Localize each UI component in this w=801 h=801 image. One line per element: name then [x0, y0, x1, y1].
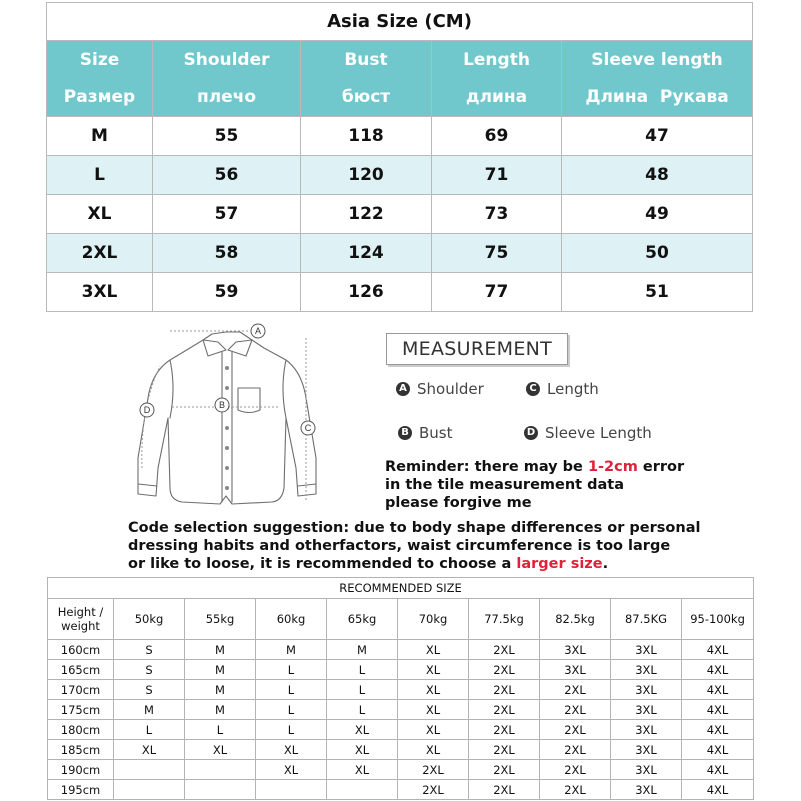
recommended-size-cell: [185, 780, 256, 800]
recommended-size-cell: 2XL: [540, 680, 611, 700]
height-cell: 180cm: [48, 720, 114, 740]
recommended-size-cell: [114, 760, 185, 780]
recommended-size-cell: 3XL: [611, 680, 682, 700]
recommended-size-cell: 2XL: [540, 700, 611, 720]
shirt-diagram: [130, 318, 330, 518]
weight-header: 65kg: [327, 599, 398, 640]
header-size: Size: [47, 41, 153, 79]
recommended-size-cell: 4XL: [682, 720, 754, 740]
recommended-header-row: [48, 599, 754, 640]
marker-c: C: [304, 423, 312, 433]
marker-a: A: [254, 326, 262, 336]
size-row: [47, 234, 753, 273]
height-cell: 190cm: [48, 760, 114, 780]
size-cell-sleeve-length: 51: [562, 273, 753, 312]
recommended-size-cell: XL: [398, 680, 469, 700]
legend-item-length: [526, 380, 599, 398]
recommended-size-cell: S: [114, 660, 185, 680]
size-cell-sleeve-length: 50: [562, 234, 753, 273]
recommended-size-cell: 2XL: [398, 760, 469, 780]
size-cell-shoulder: 56: [153, 156, 301, 195]
size-cell-shoulder: 59: [153, 273, 301, 312]
recommended-row: [48, 720, 754, 740]
reminder-text: [385, 458, 684, 512]
size-cell-bust: 126: [301, 273, 432, 312]
measurement-title: MEASUREMENT: [386, 333, 568, 365]
recommended-size-cell: 2XL: [469, 740, 540, 760]
size-table-body: [47, 117, 753, 312]
size-cell-size: M: [47, 117, 153, 156]
recommended-size-cell: L: [256, 700, 327, 720]
recommended-size-cell: XL: [398, 660, 469, 680]
size-cell-length: 69: [432, 117, 562, 156]
recommended-row: [48, 780, 754, 800]
size-cell-bust: 120: [301, 156, 432, 195]
header-length-ru: длина: [432, 78, 562, 117]
recommended-size-cell: [327, 780, 398, 800]
reminder-highlight: 1-2cm: [587, 459, 638, 475]
size-row: [47, 117, 753, 156]
size-cell-length: 77: [432, 273, 562, 312]
recommended-size-cell: L: [327, 700, 398, 720]
corner-line2: weight: [61, 619, 100, 633]
recommended-size-cell: 2XL: [469, 680, 540, 700]
size-cell-size: XL: [47, 195, 153, 234]
recommended-size-cell: 4XL: [682, 680, 754, 700]
recommended-size-cell: 4XL: [682, 640, 754, 660]
header-bust: Bust: [301, 41, 432, 79]
recommended-size-cell: XL: [327, 720, 398, 740]
height-cell: 175cm: [48, 700, 114, 720]
suggestion-line2: dressing habits and otherfactors, waist circumference is too large: [128, 538, 671, 554]
size-row: [47, 156, 753, 195]
size-cell-size: L: [47, 156, 153, 195]
badge-b-icon: B: [398, 426, 412, 440]
suggestion-highlight: larger size: [516, 556, 603, 572]
badge-d-icon: D: [524, 426, 538, 440]
recommended-size-cell: M: [185, 700, 256, 720]
recommended-row: [48, 760, 754, 780]
recommended-size-cell: 2XL: [398, 780, 469, 800]
size-cell-sleeve-length: 48: [562, 156, 753, 195]
size-row: [47, 273, 753, 312]
recommended-size-cell: 3XL: [611, 760, 682, 780]
size-cell-shoulder: 58: [153, 234, 301, 273]
size-cell-bust: 124: [301, 234, 432, 273]
marker-b: B: [218, 400, 226, 410]
badge-c-icon: C: [526, 382, 540, 396]
header-length: Length: [432, 41, 562, 79]
recommended-size-cell: L: [185, 720, 256, 740]
suggestion-line3-prefix: or like to loose, it is recommended to choose a: [128, 556, 517, 572]
recommended-row: [48, 660, 754, 680]
header-sleeve-length: Sleeve length: [562, 41, 753, 79]
recommended-size-cell: XL: [114, 740, 185, 760]
legend-item-shoulder: [396, 380, 484, 398]
recommended-size-cell: 3XL: [611, 740, 682, 760]
recommended-row: [48, 740, 754, 760]
recommended-size-cell: XL: [256, 740, 327, 760]
recommended-size-cell: M: [256, 640, 327, 660]
recommended-size-cell: M: [185, 640, 256, 660]
recommended-size-cell: M: [185, 660, 256, 680]
recommended-size-cell: 4XL: [682, 740, 754, 760]
recommended-size-cell: 2XL: [469, 780, 540, 800]
recommended-size-cell: 4XL: [682, 660, 754, 680]
size-cell-sleeve-length: 47: [562, 117, 753, 156]
size-cell-bust: 122: [301, 195, 432, 234]
height-cell: 185cm: [48, 740, 114, 760]
recommended-size-cell: L: [256, 720, 327, 740]
size-cell-size: 3XL: [47, 273, 153, 312]
header-sleeve-length-ru: Длина Рукава: [562, 78, 753, 117]
size-cell-sleeve-length: 49: [562, 195, 753, 234]
recommended-row: [48, 700, 754, 720]
height-cell: 165cm: [48, 660, 114, 680]
reminder-suffix: error: [637, 459, 685, 475]
suggestion-line1: Code selection suggestion: due to body shape differences or personal: [128, 520, 701, 536]
legend-item-bust: [398, 424, 453, 442]
legend-label-shoulder: Shoulder: [417, 380, 484, 398]
legend-label-bust: Bust: [419, 424, 453, 442]
weight-header: 55kg: [185, 599, 256, 640]
recommended-table-body: [48, 640, 754, 800]
recommended-size-cell: XL: [256, 760, 327, 780]
recommended-size-cell: M: [327, 640, 398, 660]
weight-header: 87.5KG: [611, 599, 682, 640]
size-cell-length: 75: [432, 234, 562, 273]
weight-header: 77.5kg: [469, 599, 540, 640]
marker-d: D: [143, 405, 151, 415]
size-chart-table: [46, 2, 753, 312]
header-size-ru: Размер: [47, 78, 153, 117]
recommended-size-cell: 2XL: [540, 720, 611, 740]
recommended-size-cell: 3XL: [540, 640, 611, 660]
recommended-size-cell: 2XL: [540, 780, 611, 800]
legend-item-sleeve-length: [524, 424, 652, 442]
recommended-size-cell: 2XL: [469, 700, 540, 720]
legend-label-sleeve-length: Sleeve Length: [545, 424, 652, 442]
header-shoulder: Shoulder: [153, 41, 301, 79]
recommended-size-cell: 2XL: [540, 760, 611, 780]
recommended-size-cell: 2XL: [540, 740, 611, 760]
height-cell: 195cm: [48, 780, 114, 800]
recommended-size-cell: 2XL: [469, 720, 540, 740]
size-header-row-ru: [47, 78, 753, 117]
recommended-size-cell: L: [114, 720, 185, 740]
weight-header: 82.5kg: [540, 599, 611, 640]
recommended-size-cell: M: [114, 700, 185, 720]
recommended-size-cell: 2XL: [469, 640, 540, 660]
corner-line1: Height /: [57, 605, 104, 619]
weight-header: 60kg: [256, 599, 327, 640]
size-cell-shoulder: 57: [153, 195, 301, 234]
recommended-size-cell: 3XL: [611, 640, 682, 660]
recommended-row: [48, 640, 754, 660]
recommended-size-cell: L: [256, 660, 327, 680]
recommended-size-title: RECOMMENDED SIZE: [48, 578, 754, 599]
recommended-size-cell: L: [256, 680, 327, 700]
recommended-size-cell: 3XL: [611, 780, 682, 800]
recommended-size-cell: 2XL: [469, 660, 540, 680]
size-cell-bust: 118: [301, 117, 432, 156]
recommended-size-cell: 4XL: [682, 760, 754, 780]
recommended-size-cell: XL: [327, 760, 398, 780]
reminder-prefix: Reminder: there may be: [385, 459, 588, 475]
recommended-size-cell: L: [327, 660, 398, 680]
recommended-size-cell: XL: [398, 740, 469, 760]
weight-header: 50kg: [114, 599, 185, 640]
recommended-size-cell: 3XL: [540, 660, 611, 680]
recommended-size-cell: XL: [185, 740, 256, 760]
recommended-size-cell: 3XL: [611, 720, 682, 740]
size-cell-size: 2XL: [47, 234, 153, 273]
recommended-size-cell: XL: [398, 700, 469, 720]
recommended-size-cell: S: [114, 680, 185, 700]
height-weight-corner: [48, 599, 114, 640]
recommended-row: [48, 680, 754, 700]
recommended-size-cell: L: [327, 680, 398, 700]
size-row: [47, 195, 753, 234]
height-cell: 160cm: [48, 640, 114, 660]
recommended-size-cell: [185, 760, 256, 780]
recommended-size-cell: 2XL: [469, 760, 540, 780]
recommended-size-cell: XL: [327, 740, 398, 760]
reminder-line3: please forgive me: [385, 495, 532, 511]
recommended-size-cell: 3XL: [611, 660, 682, 680]
weight-header: 70kg: [398, 599, 469, 640]
recommended-size-cell: S: [114, 640, 185, 660]
weight-header: 95-100kg: [682, 599, 754, 640]
size-header-row-en: [47, 41, 753, 79]
legend-label-length: Length: [547, 380, 599, 398]
recommended-size-cell: 4XL: [682, 700, 754, 720]
size-cell-length: 71: [432, 156, 562, 195]
size-cell-length: 73: [432, 195, 562, 234]
recommended-size-cell: M: [185, 680, 256, 700]
size-cell-shoulder: 55: [153, 117, 301, 156]
size-chart-title: Asia Size (CM): [47, 3, 753, 41]
height-cell: 170cm: [48, 680, 114, 700]
suggestion-line3-suffix: .: [602, 556, 609, 572]
recommended-size-cell: 3XL: [611, 700, 682, 720]
recommended-size-cell: [256, 780, 327, 800]
header-shoulder-ru: плечо: [153, 78, 301, 117]
recommended-size-cell: XL: [398, 720, 469, 740]
size-suggestion-text: [128, 519, 700, 573]
reminder-line2: in the tile measurement data: [385, 477, 625, 493]
header-bust-ru: бюст: [301, 78, 432, 117]
badge-a-icon: A: [396, 382, 410, 396]
recommended-size-cell: [114, 780, 185, 800]
recommended-size-cell: XL: [398, 640, 469, 660]
recommended-size-table: [47, 577, 754, 800]
recommended-size-cell: 4XL: [682, 780, 754, 800]
